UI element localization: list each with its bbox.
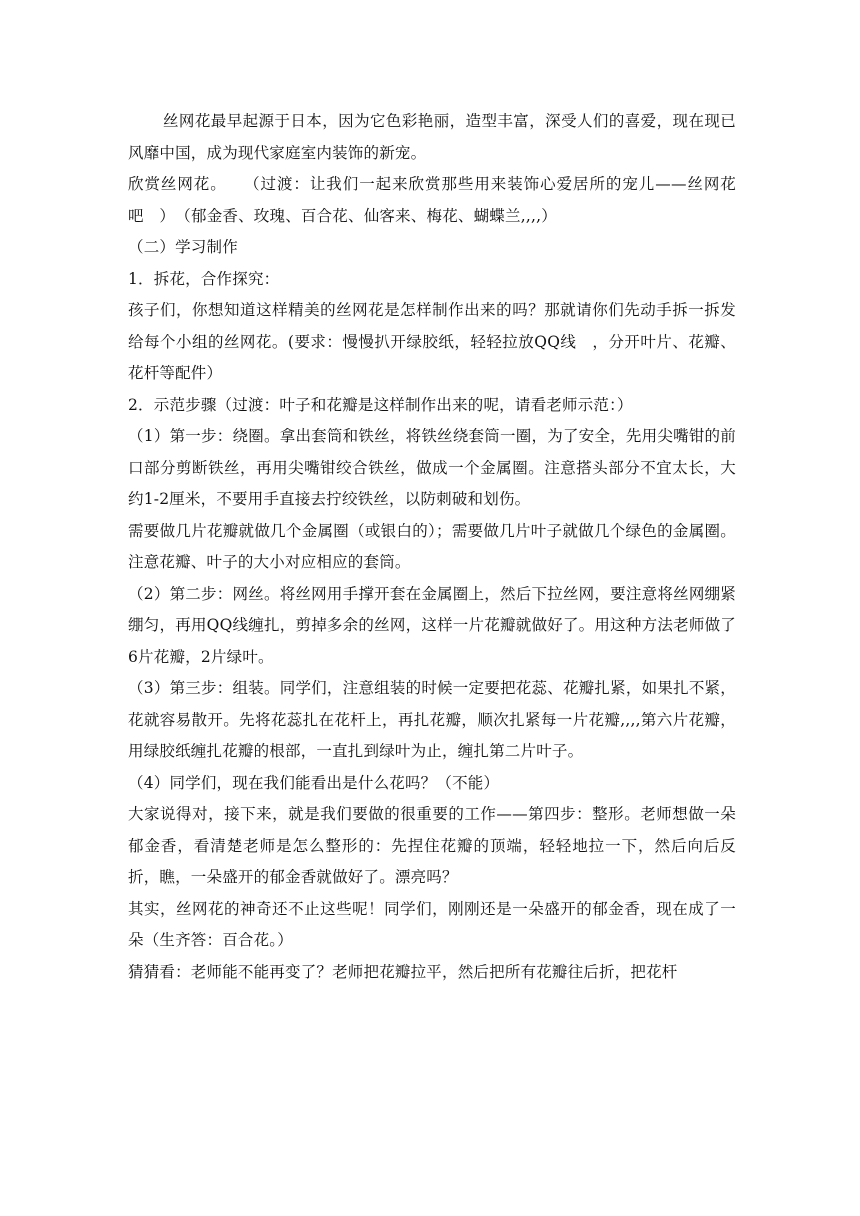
document-body bbox=[128, 106, 736, 988]
lily-paragraph: 其实，丝网花的神奇还不止这些呢！同学们，刚刚还是一朵盛开的郁金香，现在成了一朵（生齐答：百合花。） bbox=[128, 899, 736, 949]
disassemble-paragraph: 孩子们，你想知道这样精美的丝网花是怎样制作出来的吗？那就请你们先动手拆一拆发给每个小组的丝网花。(要求：慢慢扒开绿胶纸，轻轻拉放QQ线 ，分开叶片、花瓣、花杆等配件） bbox=[128, 301, 736, 382]
step-four-question-paragraph: （4）同学们，现在我们能看出是什么花吗？（不能） bbox=[128, 773, 500, 792]
step-one-note-paragraph: 需要做几片花瓣就做几个金属圈（或银白的）；需要做几片叶子就做几个绿色的金属圈。注意花瓣、叶子的大小对应相应的套筒。 bbox=[128, 521, 736, 571]
step-heading-disassemble: 1．拆花，合作探究： bbox=[128, 269, 280, 288]
intro-paragraph: 丝网花最早起源于日本，因为它色彩艳丽，造型丰富，深受人们的喜爱，现在现已风靡中国，成为现代家庭室内装饰的新宠。 bbox=[128, 112, 736, 162]
step-heading-demonstrate: 2．示范步骤（过渡：叶子和花瓣是这样制作出来的呢，请看老师示范：） bbox=[128, 395, 633, 414]
shaping-paragraph: 大家说得对，接下来，就是我们要做的很重要的工作——第四步：整形。老师想做一朵郁金香，看清楚老师是怎么整形的：先捏住花瓣的顶端，轻轻地拉一下，然后向后反折，瞧，一朵盛开的郁金香就做好了。漂亮吗？ bbox=[128, 805, 736, 886]
section-heading-learn-make: （二）学习制作 bbox=[128, 238, 238, 256]
guess-paragraph: 猜猜看：老师能不能再变了？老师把花瓣拉平，然后把所有花瓣往后折，把花杆 bbox=[128, 962, 678, 981]
step-two-paragraph: （2）第二步：网丝。将丝网用手撑开套在金属圈上，然后下拉丝网，要注意将丝网绷紧绷匀，再用QQ线缠扎，剪掉多余的丝网，这样一片花瓣就做好了。用这种方法老师做了6片花瓣，2片绿叶。 bbox=[128, 584, 736, 666]
appreciate-paragraph: 欣赏丝网花。 （过渡：让我们一起来欣赏那些用来装饰心爱居所的宠儿——丝网花吧 ） （郁金香、玫瑰、百合花、仙客来、梅花、蝴蝶兰,,,,） bbox=[128, 175, 736, 225]
step-one-paragraph: （1）第一步：绕圈。拿出套筒和铁丝，将铁丝绕套筒一圈，为了安全，先用尖嘴钳的前口部分剪断铁丝，再用尖嘴钳绞合铁丝，做成一个金属圈。注意搭头部分不宜太长，大约1-2厘米，不要用手直接去拧绞铁丝，以防刺破和划伤。 bbox=[128, 427, 736, 508]
step-three-paragraph: （3）第三步：组装。同学们，注意组装的时候一定要把花蕊、花瓣扎紧，如果扎不紧，花就容易散开。先将花蕊扎在花杆上，再扎花瓣，顺次扎紧每一片花瓣,,,,第六片花瓣，用绿胶纸缠扎花瓣的根部，一直扎到绿叶为止，缠扎第二片叶子。 bbox=[128, 679, 736, 760]
